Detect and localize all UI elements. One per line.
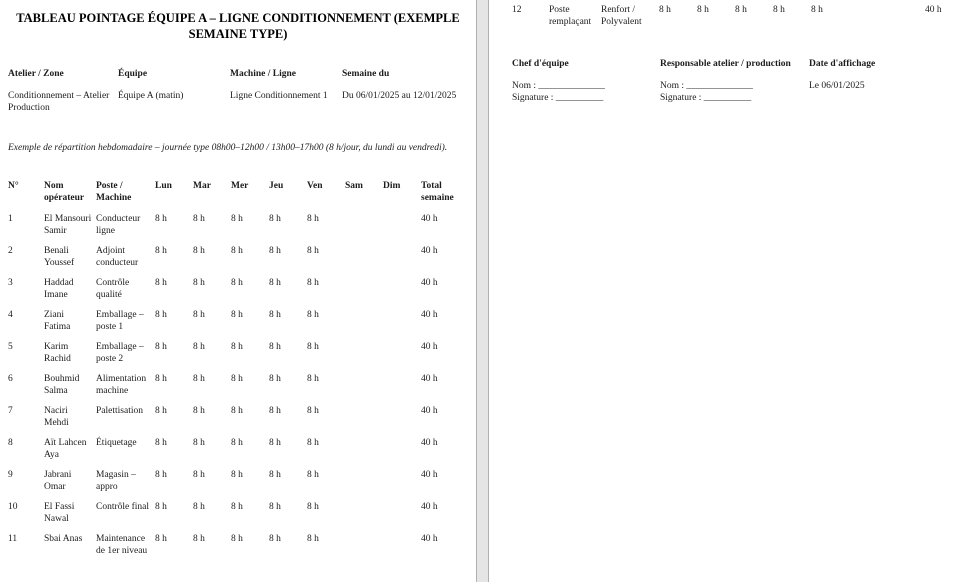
cell-mer: 8 h	[231, 310, 243, 320]
cell-operator: Benali Youssef	[44, 246, 75, 268]
cell-jeu: 8 h	[269, 470, 281, 480]
cell-poste: Emballage – poste 1	[96, 310, 144, 332]
cell-mer: 8 h	[231, 534, 243, 544]
cell-sam	[345, 437, 383, 461]
cell-lun: 8 h	[155, 438, 167, 448]
cell-dim	[383, 309, 421, 333]
signature-block-chef	[512, 58, 660, 104]
cell-mar: 8 h	[193, 374, 205, 384]
cell-dim	[383, 245, 421, 269]
table-row	[8, 437, 468, 461]
cell-num: 12	[512, 5, 522, 15]
cell-mer: 8 h	[231, 406, 243, 416]
cell-sam	[345, 309, 383, 333]
cell-dim	[887, 4, 925, 28]
cell-poste: Adjoint conducteur	[96, 246, 139, 268]
cell-operator: Naciri Mehdi	[44, 406, 69, 428]
header-ven: Ven	[307, 181, 323, 191]
cell-total: 40 h	[925, 5, 942, 15]
cell-mar: 8 h	[193, 214, 205, 224]
table-row	[8, 533, 468, 557]
cell-sam	[345, 373, 383, 397]
cell-operator: Sbai Anas	[44, 534, 83, 544]
cell-sam	[345, 277, 383, 301]
cell-mar: 8 h	[193, 534, 205, 544]
header-num: N°	[8, 181, 19, 191]
page-gap-divider	[476, 0, 489, 582]
cell-total: 40 h	[421, 246, 438, 256]
cell-mer: 8 h	[231, 502, 243, 512]
cell-mer: 8 h	[735, 5, 747, 15]
cell-operator: Ziani Fatima	[44, 310, 71, 332]
info-label-machine-ligne: Machine / Ligne	[230, 69, 296, 79]
cell-operator: Haddad Imane	[44, 278, 74, 300]
table-header-row	[8, 180, 468, 204]
cell-poste: Maintenance de 1er niveau	[96, 534, 148, 556]
signature-signature-line: Signature : __________	[512, 93, 604, 103]
cell-total: 40 h	[421, 278, 438, 288]
cell-ven: 8 h	[307, 278, 319, 288]
cell-mar: 8 h	[193, 438, 205, 448]
cell-dim	[383, 373, 421, 397]
cell-num: 4	[8, 310, 13, 320]
cell-num: 2	[8, 246, 13, 256]
cell-ven: 8 h	[307, 246, 319, 256]
header-mar: Mar	[193, 181, 211, 191]
cell-jeu: 8 h	[269, 310, 281, 320]
cell-mar: 8 h	[193, 310, 205, 320]
cell-jeu: 8 h	[269, 406, 281, 416]
cell-dim	[383, 437, 421, 461]
cell-operator: Poste remplaçant	[549, 5, 592, 27]
cell-total: 40 h	[421, 534, 438, 544]
cell-num: 10	[8, 502, 18, 512]
cell-dim	[383, 501, 421, 525]
cell-jeu: 8 h	[269, 246, 281, 256]
cell-sam	[345, 245, 383, 269]
cell-jeu: 8 h	[269, 214, 281, 224]
cell-num: 11	[8, 534, 18, 544]
cell-mar: 8 h	[193, 342, 205, 352]
cell-total: 40 h	[421, 406, 438, 416]
cell-operator: Aït Lahcen Aya	[44, 438, 87, 460]
cell-jeu: 8 h	[773, 5, 785, 15]
cell-operator: El Fassi Nawal	[44, 502, 75, 524]
table-row	[8, 341, 468, 365]
cell-sam	[345, 213, 383, 237]
header-operator: Nom opérateur	[44, 181, 85, 203]
signature-nom-line: Nom : ______________	[660, 81, 753, 91]
cell-dim	[383, 405, 421, 429]
signature-block-responsable	[660, 58, 809, 104]
cell-ven: 8 h	[307, 406, 319, 416]
info-value-equipe: Équipe A (matin)	[118, 91, 184, 101]
date-affichage-value: Le 06/01/2025	[809, 81, 865, 91]
info-section	[8, 68, 468, 114]
document-page-2	[489, 0, 956, 582]
cell-dim	[383, 469, 421, 493]
cell-sam	[345, 533, 383, 557]
cell-num: 5	[8, 342, 13, 352]
table-row	[8, 213, 468, 237]
header-sam: Sam	[345, 181, 363, 191]
cell-operator: Bouhmid Salma	[44, 374, 80, 396]
cell-poste: Emballage – poste 2	[96, 342, 144, 364]
cell-ven: 8 h	[307, 310, 319, 320]
cell-total: 40 h	[421, 374, 438, 384]
cell-mer: 8 h	[231, 278, 243, 288]
signature-title: Date d'affichage	[809, 59, 876, 69]
cell-operator: Karim Rachid	[44, 342, 71, 364]
cell-num: 8	[8, 438, 13, 448]
info-value-machine-ligne: Ligne Conditionnement 1	[230, 91, 328, 101]
cell-operator: Jabrani Omar	[44, 470, 72, 492]
cell-lun: 8 h	[155, 310, 167, 320]
cell-jeu: 8 h	[269, 374, 281, 384]
cell-lun: 8 h	[155, 502, 167, 512]
cell-jeu: 8 h	[269, 438, 281, 448]
cell-lun: 8 h	[659, 5, 671, 15]
cell-num: 1	[8, 214, 13, 224]
cell-ven: 8 h	[307, 374, 319, 384]
signature-signature-line: Signature : __________	[660, 93, 752, 103]
cell-mar: 8 h	[697, 5, 709, 15]
signature-title: Responsable atelier / production	[660, 59, 791, 69]
cell-jeu: 8 h	[269, 502, 281, 512]
cell-poste: Contrôle qualité	[96, 278, 130, 300]
cell-total: 40 h	[421, 470, 438, 480]
cell-mer: 8 h	[231, 438, 243, 448]
schedule-note: Exemple de répartition hebdomadaire – journée type 08h00–12h00 / 13h00–17h00 (8 h/jour, du lundi au vendredi).	[8, 143, 448, 153]
table-row	[8, 277, 468, 301]
cell-mar: 8 h	[193, 278, 205, 288]
cell-num: 7	[8, 406, 13, 416]
timesheet-table	[8, 180, 468, 557]
table-row	[512, 4, 956, 28]
cell-mer: 8 h	[231, 342, 243, 352]
header-jeu: Jeu	[269, 181, 284, 191]
cell-lun: 8 h	[155, 246, 167, 256]
header-poste: Poste / Machine	[96, 181, 132, 203]
cell-mar: 8 h	[193, 246, 205, 256]
table-row	[8, 309, 468, 333]
cell-jeu: 8 h	[269, 342, 281, 352]
cell-num: 3	[8, 278, 13, 288]
timesheet-table-body	[8, 213, 468, 557]
cell-ven: 8 h	[811, 5, 823, 15]
cell-poste: Renfort / Polyvalent	[601, 5, 642, 27]
cell-mar: 8 h	[193, 470, 205, 480]
header-total: Total semaine	[421, 181, 454, 203]
cell-mer: 8 h	[231, 246, 243, 256]
cell-num: 6	[8, 374, 13, 384]
cell-lun: 8 h	[155, 406, 167, 416]
cell-ven: 8 h	[307, 214, 319, 224]
cell-total: 40 h	[421, 310, 438, 320]
cell-poste: Alimentation machine	[96, 374, 147, 396]
cell-sam	[345, 405, 383, 429]
cell-ven: 8 h	[307, 534, 319, 544]
cell-total: 40 h	[421, 214, 438, 224]
cell-lun: 8 h	[155, 214, 167, 224]
info-label-semaine-du: Semaine du	[342, 69, 390, 79]
table-row	[8, 405, 468, 429]
cell-ven: 8 h	[307, 502, 319, 512]
cell-poste: Conducteur ligne	[96, 214, 141, 236]
cell-mar: 8 h	[193, 502, 205, 512]
signature-title: Chef d'équipe	[512, 59, 569, 69]
table-row	[8, 501, 468, 525]
info-label-atelier-zone: Atelier / Zone	[8, 69, 64, 79]
cell-poste: Étiquetage	[96, 438, 137, 448]
cell-lun: 8 h	[155, 278, 167, 288]
cell-sam	[849, 4, 887, 28]
cell-total: 40 h	[421, 438, 438, 448]
cell-total: 40 h	[421, 502, 438, 512]
cell-mer: 8 h	[231, 374, 243, 384]
info-label-equipe: Équipe	[118, 69, 148, 79]
table-row	[8, 469, 468, 493]
document-title: TABLEAU POINTAGE ÉQUIPE A – LIGNE CONDITIONNEMENT (EXEMPLE SEMAINE TYPE)	[16, 11, 460, 41]
cell-jeu: 8 h	[269, 534, 281, 544]
cell-total: 40 h	[421, 342, 438, 352]
cell-mer: 8 h	[231, 470, 243, 480]
cell-ven: 8 h	[307, 470, 319, 480]
table-row	[8, 373, 468, 397]
cell-poste: Palettisation	[96, 406, 143, 416]
cell-dim	[383, 341, 421, 365]
cell-poste: Contrôle final	[96, 502, 150, 512]
signature-block-date	[809, 58, 956, 104]
cell-poste: Magasin – appro	[96, 470, 136, 492]
cell-operator: El Mansouri Samir	[44, 214, 92, 236]
cell-ven: 8 h	[307, 342, 319, 352]
signature-section	[512, 58, 956, 104]
header-mer: Mer	[231, 181, 249, 191]
cell-lun: 8 h	[155, 534, 167, 544]
cell-ven: 8 h	[307, 438, 319, 448]
cell-lun: 8 h	[155, 470, 167, 480]
cell-sam	[345, 501, 383, 525]
document-page-1	[0, 0, 476, 582]
signature-nom-line: Nom : ______________	[512, 81, 605, 91]
info-value-semaine-du: Du 06/01/2025 au 12/01/2025	[342, 91, 457, 101]
info-value-atelier-zone: Conditionnement – Atelier Production	[8, 91, 110, 113]
cell-dim	[383, 213, 421, 237]
cell-jeu: 8 h	[269, 278, 281, 288]
cell-mer: 8 h	[231, 214, 243, 224]
cell-num: 9	[8, 470, 13, 480]
header-dim: Dim	[383, 181, 401, 191]
cell-lun: 8 h	[155, 342, 167, 352]
table-row	[8, 245, 468, 269]
cell-lun: 8 h	[155, 374, 167, 384]
cell-mar: 8 h	[193, 406, 205, 416]
header-lun: Lun	[155, 181, 172, 191]
cell-sam	[345, 341, 383, 365]
cell-dim	[383, 533, 421, 557]
cell-dim	[383, 277, 421, 301]
cell-sam	[345, 469, 383, 493]
